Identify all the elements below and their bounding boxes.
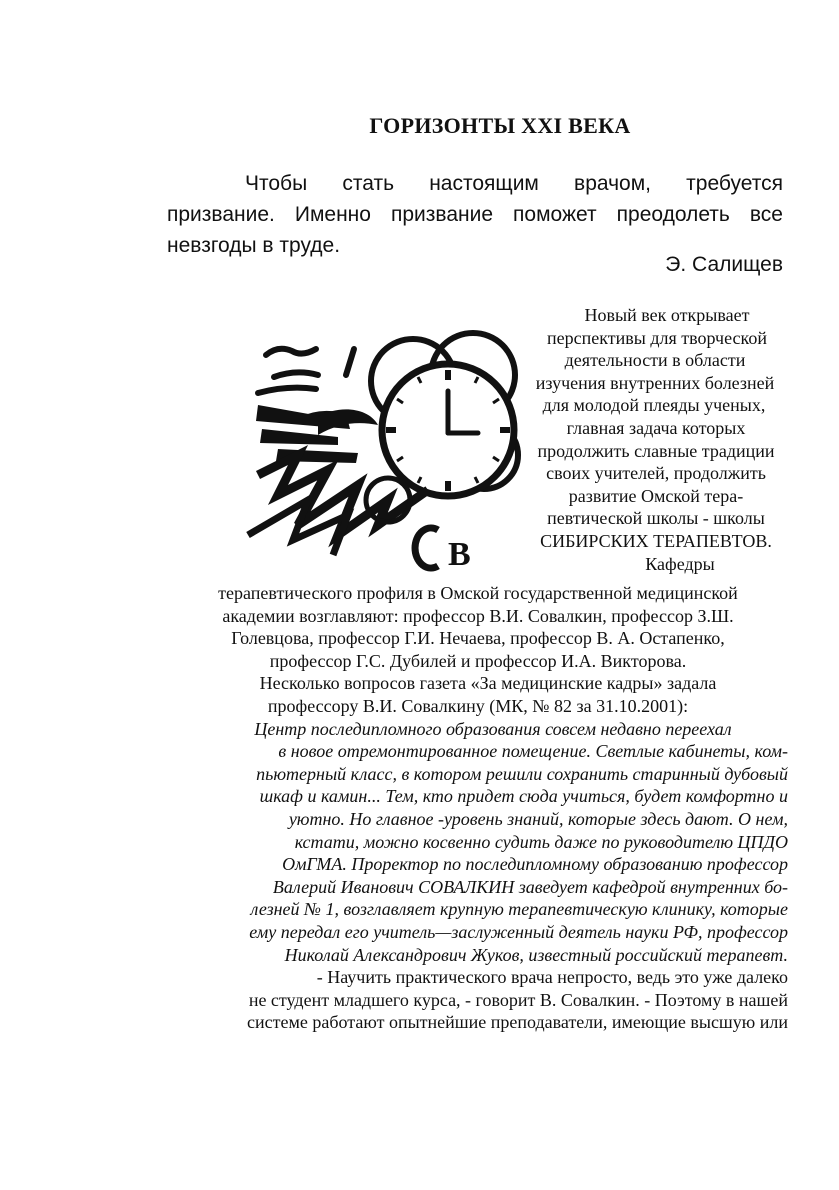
body-line: профессору В.И. Совалкину (МК, № 82 за 31.10.2001): xyxy=(267,695,689,716)
italic-line: Николай Александрович Жуков, известный российский терапевт. xyxy=(284,944,788,965)
monogram-icon xyxy=(415,528,471,573)
body-line: Голевцова, профессор Г.И. Нечаева, профессор В. А. Остапенко, xyxy=(231,628,725,649)
epigraph-author: Э. Салищев xyxy=(665,253,783,276)
italic-line: в новое отремонтированное помещение. Светлые кабинеты, ком- xyxy=(278,741,788,762)
closing-line: - Научить практического врача непросто, ведь это уже далеко xyxy=(316,967,788,988)
italic-line: кстати, можно косвенно судить даже по руководителю ЦПДО xyxy=(294,831,788,852)
interview-intro-italic xyxy=(168,718,788,967)
italic-line: ОмГМА. Проректор по последипломному образованию профессор xyxy=(282,854,788,875)
closing-line: не студент младшего курса, - говорит В. Совалкин. - Поэтому в нашей xyxy=(248,989,788,1010)
article-title: ГОРИЗОНТЫ XXI ВЕКА xyxy=(369,113,631,138)
svg-text:В: В xyxy=(448,536,471,573)
article-body xyxy=(168,582,788,1034)
italic-line: ему передал его учитель—заслуженный деятель науки РФ, профессор xyxy=(249,921,788,942)
italic-line: лезней № 1, возглавляет крупную терапевтическую клинику, которые xyxy=(250,899,788,920)
body-line: профессор Г.С. Дубилей и профессор И.А. Викторова. xyxy=(269,650,687,671)
intro-paragraph: Новый век открывает перспективы для творческой деятельности в области изучения внутренних болезней для молодой плеяды ученых, главная задача которых продолжить славные традиции своих учителей, продолжить развитие Омской тера- певтической школы - школы СИБИРСКИХ ТЕРАПЕВТОВ. Кафедры xyxy=(535,305,775,574)
body-line: терапевтического профиля в Омской государственной медицинской xyxy=(218,583,738,603)
closing-line: системе работают опытнейшие преподаватели, имеющие высшую или xyxy=(247,1012,788,1033)
epigraph-line-2: призвание. Именно призвание поможет преодолеть все xyxy=(167,203,783,226)
italic-line: уютно. Но главное -уровень знаний, которые здесь дают. О нем, xyxy=(288,808,788,829)
epigraph xyxy=(167,168,783,261)
italic-line: шкаф и камин... Тем, кто придет сюда учиться, будет комфортно и xyxy=(259,786,788,807)
epigraph-line-3: невзгоды в труде. xyxy=(167,234,341,257)
italic-line: Валерий Иванович СОВАЛКИН заведует кафедрой внутренних бо- xyxy=(272,876,788,897)
italic-line: пьютерный класс, в котором решили сохранить старинный дубовый xyxy=(256,763,788,784)
epigraph-line-1: Чтобы стать настоящим врачом, требуется xyxy=(245,172,783,195)
sun-clock-emblem-icon xyxy=(238,325,523,585)
body-line: академии возглавляют: профессор В.И. Совалкин, профессор З.Ш. xyxy=(222,605,734,626)
body-line: Несколько вопросов газета «За медицинские кадры» задала xyxy=(259,673,717,694)
italic-line: Центр последипломного образования совсем недавно переехал xyxy=(254,718,732,739)
